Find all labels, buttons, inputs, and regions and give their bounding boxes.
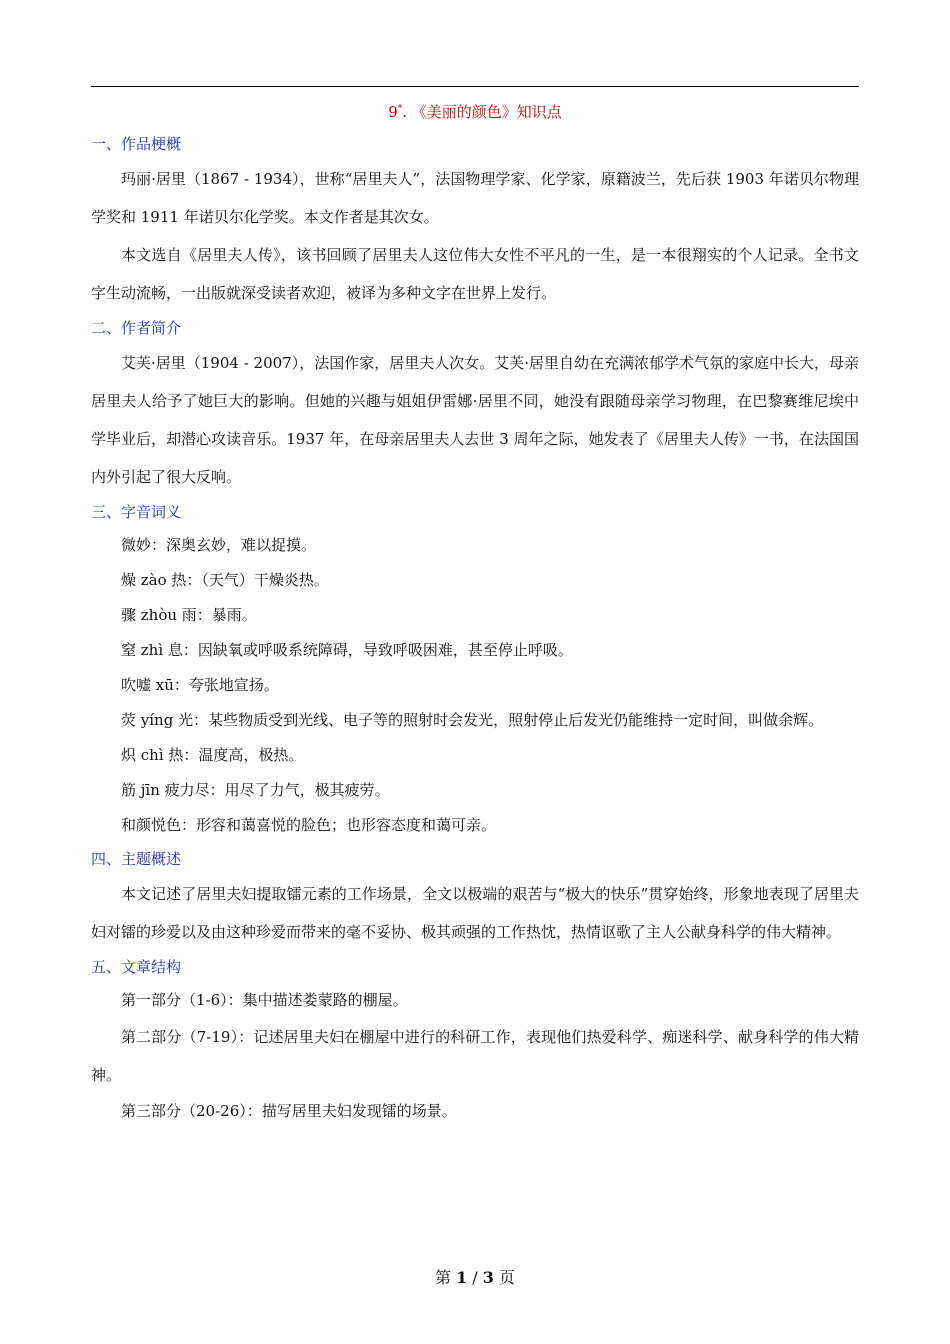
- vocab-item: 和颜悦色：形容和蔼喜悦的脸色；也形容态度和蔼可亲。: [121, 816, 497, 834]
- paragraph: 艾芙·居里（1904 - 2007），法国作家，居里夫人次女。艾芙·居里自幼在充满浓郁学术气氛的家庭中长大，母亲居里夫人给予了她巨大的影响。但她的兴趣与姐姐伊雷娜·居里不同，她没有跟随母亲学习物理，在巴黎赛维尼埃中学毕业后，却潜心攻读音乐。1937 年，在母亲居里夫人去世 3 周年之际，她发表了《居里夫人传》一书，在法国国内外引起了很大反响。: [91, 354, 859, 486]
- vocab-item: 燥 zào 热：（天气）干燥炎热。: [121, 571, 329, 589]
- vocab-item: 窒 zhì 息：因缺氧或呼吸系统障碍，导致呼吸困难，甚至停止呼吸。: [121, 641, 573, 659]
- title-number: 9: [388, 103, 398, 121]
- section-heading-author: 二、作者简介: [91, 319, 182, 337]
- vocab-item: 炽 chì 热：温度高，极热。: [121, 746, 304, 764]
- structure-item: 第一部分（1-6）：集中描述娄蒙路的棚屋。: [121, 991, 408, 1009]
- section-heading-theme: 四、主题概述: [91, 850, 182, 868]
- vocab-item: 荧 yíng 光：某些物质受到光线、电子等的照射时会发光，照射停止后发光仍能维持一定时间，叫做余辉。: [121, 711, 824, 729]
- vocab-item: 筋 jīn 疲力尽：用尽了力气，极其疲劳。: [121, 781, 390, 799]
- structure-item: 第二部分（7-19）：记述居里夫妇在棚屋中进行的科研工作，表现他们热爱科学、痴迷科学、献身科学的伟大精神。: [91, 1028, 859, 1084]
- total-pages: 3: [482, 1268, 494, 1287]
- paragraph: 玛丽·居里（1867 - 1934），世称“居里夫人”，法国物理学家、化学家，原籍波兰，先后获 1903 年诺贝尔物理学奖和 1911 年诺贝尔化学奖。本文作者是其次女。: [91, 170, 859, 226]
- document-body: [91, 96, 859, 1129]
- title-text: . 《美丽的颜色》知识点: [402, 103, 562, 121]
- section-heading-summary: 一、作品梗概: [91, 135, 182, 153]
- paragraph: 本文选自《居里夫人传》，该书回顾了居里夫人这位伟大女性不平凡的一生，是一本很翔实的个人记录。全书文字生动流畅，一出版就深受读者欢迎，被译为多种文字在世界上发行。: [91, 246, 859, 302]
- vocab-item: 骤 zhòu 雨：暴雨。: [121, 606, 257, 624]
- title-asterisk: *: [397, 104, 403, 114]
- vocab-item: 吹嘘 xū：夸张地宣扬。: [121, 676, 279, 694]
- vocab-item: 微妙：深奥玄妙，难以捉摸。: [121, 536, 317, 554]
- section-heading-structure: 五、文章结构: [91, 958, 182, 976]
- paragraph: 本文记述了居里夫妇提取镭元素的工作场景，全文以极端的艰苦与“极大的快乐”贯穿始终，形象地表现了居里夫妇对镭的珍爱以及由这种珍爱而带来的毫不妥协、极其顽强的工作热忱，热情讴歌了主人公献身科学的伟大精神。: [91, 885, 859, 941]
- header-rule: [91, 86, 859, 87]
- document-title: [91, 96, 859, 128]
- page-footer: 第 1 / 3 页: [434, 1268, 516, 1287]
- current-page: 1: [456, 1268, 468, 1287]
- section-heading-vocabulary: 三、字音词义: [91, 503, 182, 521]
- structure-item: 第三部分（20-26）：描写居里夫妇发现镭的场景。: [121, 1102, 457, 1120]
